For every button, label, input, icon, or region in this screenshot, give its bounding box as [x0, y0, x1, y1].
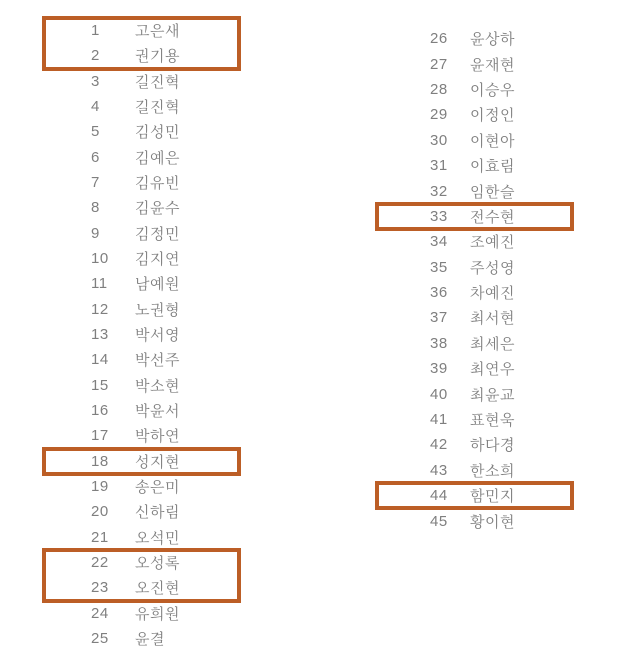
student-name: 김유빈	[135, 175, 180, 193]
row-number: 7	[91, 174, 100, 192]
roster-column-right	[376, 26, 573, 534]
student-name: 최연우	[470, 361, 515, 379]
row-number: 26	[430, 30, 448, 48]
row-number: 15	[91, 376, 109, 394]
row-number: 5	[91, 123, 100, 141]
student-name: 박소현	[135, 377, 180, 395]
roster-row	[43, 297, 240, 322]
roster-row	[376, 229, 573, 254]
student-name: 김지연	[135, 251, 180, 269]
row-number: 20	[91, 503, 109, 521]
row-number: 16	[91, 402, 109, 420]
student-name: 최세은	[470, 335, 515, 353]
row-number: 41	[430, 411, 448, 429]
row-number: 31	[430, 157, 448, 175]
roster-row	[376, 483, 573, 508]
roster-row	[43, 347, 240, 372]
student-name: 박서영	[135, 327, 180, 345]
student-name: 노권형	[135, 301, 180, 319]
row-number: 4	[91, 98, 100, 116]
student-name: 남예원	[135, 276, 180, 294]
row-number: 14	[91, 351, 109, 369]
student-name: 전수현	[470, 208, 515, 226]
row-number: 21	[91, 528, 109, 546]
roster-row	[376, 153, 573, 178]
student-name: 유희원	[135, 605, 180, 623]
row-number: 10	[91, 250, 109, 268]
student-name: 오진현	[135, 580, 180, 598]
roster-row	[376, 77, 573, 102]
roster-row	[43, 626, 240, 651]
row-number: 18	[91, 452, 109, 470]
roster-row	[43, 69, 240, 94]
student-name: 표현욱	[470, 412, 515, 430]
roster-row	[376, 51, 573, 76]
student-name: 황이현	[470, 513, 515, 531]
row-number: 34	[430, 233, 448, 251]
roster-row	[43, 474, 240, 499]
student-name: 박윤서	[135, 403, 180, 421]
row-number: 17	[91, 427, 109, 445]
row-number: 45	[430, 512, 448, 530]
roster-row	[43, 525, 240, 550]
row-number: 28	[430, 80, 448, 98]
row-number: 43	[430, 461, 448, 479]
student-name: 김윤수	[135, 200, 180, 218]
highlight-box-b1	[43, 18, 240, 69]
roster-row	[43, 94, 240, 119]
roster-row	[43, 575, 240, 600]
row-number: 3	[91, 72, 100, 90]
row-number: 23	[91, 579, 109, 597]
row-number: 13	[91, 326, 109, 344]
roster-row	[43, 43, 240, 68]
student-name: 이정인	[470, 107, 515, 125]
roster-row	[43, 449, 240, 474]
student-name: 조예진	[470, 234, 515, 252]
roster-row	[376, 432, 573, 457]
roster-row	[43, 601, 240, 626]
row-number: 25	[91, 630, 109, 648]
roster-row	[43, 322, 240, 347]
row-number: 30	[430, 131, 448, 149]
student-name: 차예진	[470, 285, 515, 303]
row-number: 12	[91, 300, 109, 318]
roster-row	[43, 373, 240, 398]
student-name: 김예은	[135, 149, 180, 167]
roster-row	[376, 178, 573, 203]
student-name: 윤재현	[470, 56, 515, 74]
roster-row	[376, 356, 573, 381]
roster-row	[43, 398, 240, 423]
student-name: 김성민	[135, 124, 180, 142]
row-number: 11	[91, 275, 108, 293]
roster-row	[376, 280, 573, 305]
row-number: 2	[91, 47, 100, 65]
row-number: 9	[91, 224, 100, 242]
row-number: 32	[430, 182, 448, 200]
roster-row	[376, 407, 573, 432]
student-name: 고은새	[135, 23, 180, 41]
roster-row	[376, 128, 573, 153]
row-number: 1	[91, 22, 100, 40]
student-name: 성지현	[135, 453, 180, 471]
roster-row	[43, 195, 240, 220]
student-name: 윤상하	[470, 31, 515, 49]
roster-row	[376, 508, 573, 533]
roster-row	[376, 204, 573, 229]
student-name: 함민지	[470, 488, 515, 506]
roster-row	[43, 423, 240, 448]
student-name: 김정민	[135, 225, 180, 243]
student-name: 이현아	[470, 132, 515, 150]
roster-row	[376, 381, 573, 406]
roster-row	[376, 255, 573, 280]
row-number: 6	[91, 148, 100, 166]
student-name: 송은미	[135, 479, 180, 497]
row-number: 44	[430, 487, 448, 505]
highlight-box-b4	[376, 204, 573, 229]
row-number: 37	[430, 309, 448, 327]
row-number: 36	[430, 284, 448, 302]
student-name: 이승우	[470, 81, 515, 99]
row-number: 40	[430, 385, 448, 403]
roster-row	[376, 331, 573, 356]
row-number: 24	[91, 604, 109, 622]
roster-row	[43, 145, 240, 170]
student-name: 신하림	[135, 504, 180, 522]
student-name: 한소희	[470, 462, 515, 480]
roster-row	[43, 499, 240, 524]
row-number: 33	[430, 207, 448, 225]
highlight-box-b3	[43, 550, 240, 601]
roster-row	[376, 26, 573, 51]
roster-row	[43, 170, 240, 195]
student-name: 주성영	[470, 259, 515, 277]
student-name: 권기용	[135, 48, 180, 66]
student-name: 임한슬	[470, 183, 515, 201]
row-number: 8	[91, 199, 100, 217]
student-name: 이효림	[470, 158, 515, 176]
highlight-box-b5	[376, 483, 573, 508]
student-name: 박하연	[135, 428, 180, 446]
row-number: 39	[430, 360, 448, 378]
roster-row	[376, 305, 573, 330]
roster-row	[43, 18, 240, 43]
student-name: 하다경	[470, 437, 515, 455]
roster-row	[43, 119, 240, 144]
roster-row	[43, 221, 240, 246]
student-name: 최서현	[470, 310, 515, 328]
student-name: 길진혁	[135, 99, 180, 117]
student-name: 박선주	[135, 352, 180, 370]
student-name: 길진혁	[135, 73, 180, 91]
row-number: 29	[430, 106, 448, 124]
roster-row	[43, 550, 240, 575]
row-number: 27	[430, 55, 448, 73]
highlight-box-b2	[43, 449, 240, 474]
row-number: 35	[430, 258, 448, 276]
row-number: 42	[430, 436, 448, 454]
roster-row	[376, 102, 573, 127]
roster-row	[43, 271, 240, 296]
roster-column-left	[43, 18, 240, 651]
student-name: 윤결	[135, 631, 165, 649]
student-name: 오석민	[135, 529, 180, 547]
row-number: 38	[430, 334, 448, 352]
student-name: 오성록	[135, 555, 180, 573]
student-name: 최윤교	[470, 386, 515, 404]
row-number: 22	[91, 554, 109, 572]
roster-row	[43, 246, 240, 271]
roster-row	[376, 458, 573, 483]
row-number: 19	[91, 478, 109, 496]
